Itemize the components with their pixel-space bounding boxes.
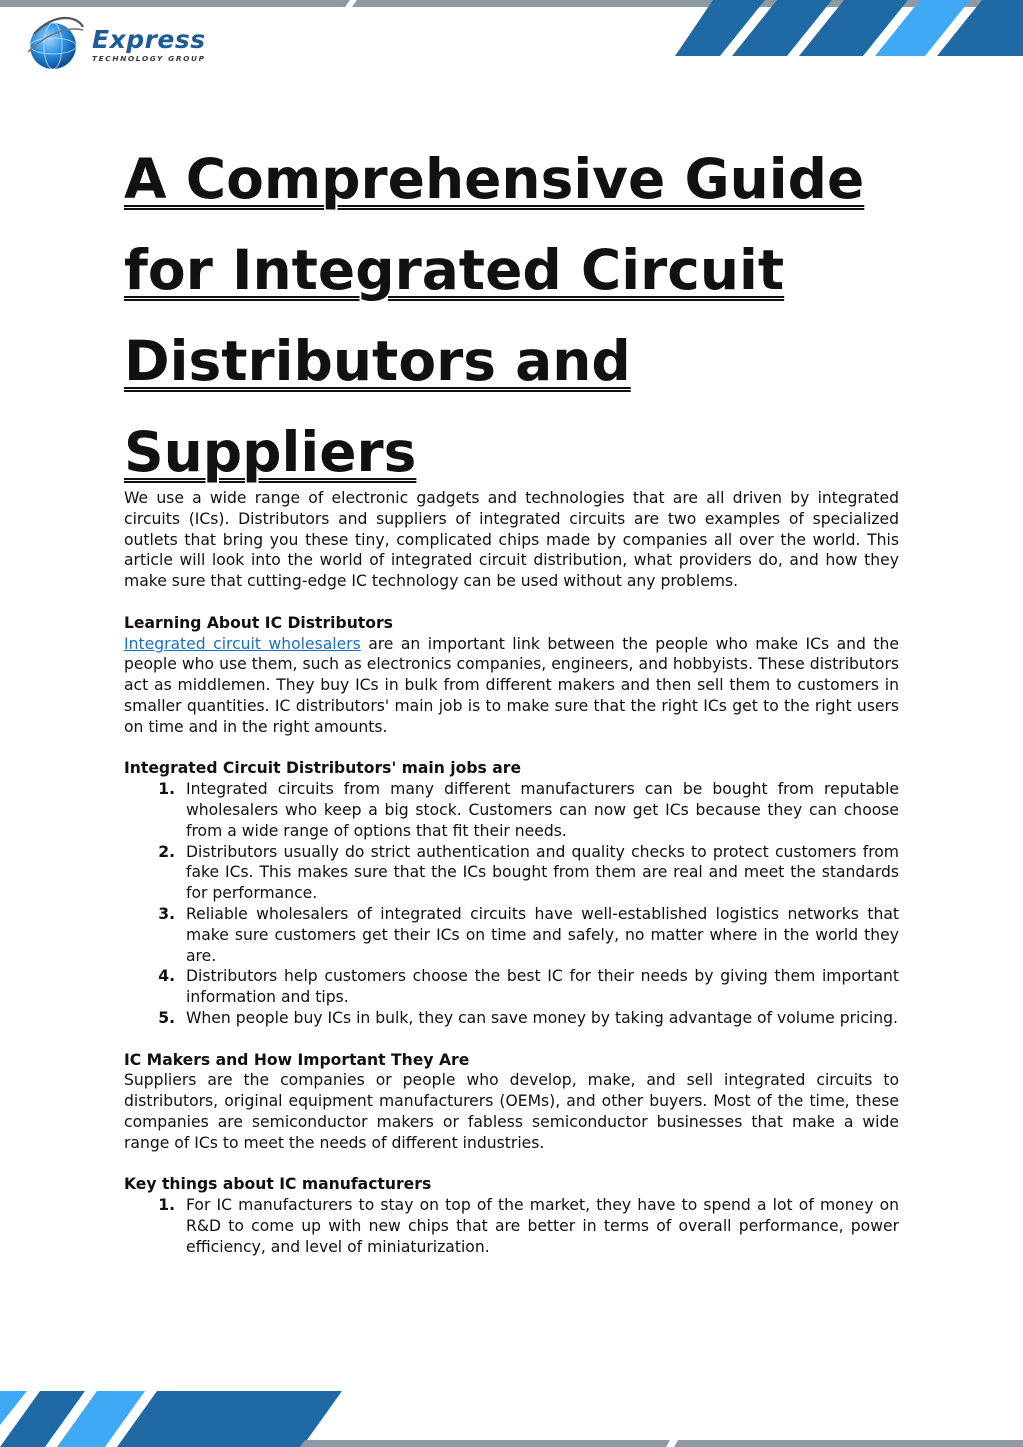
list-item	[124, 1008, 899, 1029]
list-number: 2.	[158, 842, 175, 861]
wholesalers-link[interactable]: Integrated circuit wholesalers	[124, 634, 361, 653]
section-heading-ic-makers: IC Makers and How Important They Are	[124, 1050, 470, 1069]
list-item	[124, 1195, 899, 1257]
list-number: 1.	[158, 780, 175, 799]
list-item-text: Distributors usually do strict authentication and quality checks to protect customers from fake ICs. This makes sure that the ICs bought from them are real and meet the standards for performance.	[186, 842, 899, 903]
intro-paragraph: We use a wide range of electronic gadgets and technologies that are all driven by integrated circuits (ICs). Distributors and suppliers of integrated circuits are two examples of specialized outlets that bring you these tiny, complicated chips made by companies all over the world. This article will look into the world of integrated circuit distribution, what providers do, and how they make sure that cutting-edge IC technology can be used without any problems.	[124, 489, 899, 591]
globe-icon	[26, 12, 86, 76]
section-heading-key-things: Key things about IC manufacturers	[124, 1175, 432, 1194]
list-number: 4.	[158, 967, 175, 986]
main-jobs-list	[124, 779, 899, 1029]
distributors-paragraph-text: are an important link between the people who make ICs and the people who use them, such as electronics companies, engineers, and hobbyists. These distributors act as middlemen. They buy ICs in bulk from different makers and then sell them to customers in smaller quantities. IC distributors' main job is to make sure that the right ICs get to the right users on time and in the right amounts.	[124, 634, 899, 736]
distributors-paragraph	[124, 634, 899, 738]
section-heading-distributors: Learning About IC Distributors	[124, 613, 393, 632]
section-heading-main-jobs: Integrated Circuit Distributors' main jobs are	[124, 759, 522, 778]
key-things-list	[124, 1195, 899, 1257]
logo-wordmark: Express	[92, 25, 206, 54]
list-item-text: Distributors help customers choose the best IC for their needs by giving them important information and tips.	[186, 967, 899, 1007]
article	[124, 134, 899, 1257]
list-item-text: For IC manufacturers to stay on top of the market, they have to spend a lot of money on R&D to come up with new chips that are better in terms of overall performance, power efficiency, and level of miniaturization.	[186, 1196, 899, 1256]
list-item	[124, 842, 899, 904]
page-title: A Comprehensive Guide for Integrated Circuit Distributors and Suppliers	[124, 147, 865, 484]
list-item	[124, 966, 899, 1008]
ic-makers-paragraph: Suppliers are the companies or people who develop, make, and sell integrated circuits to distributors, original equipment manufacturers (OEMs), and other buyers. Most of the time, these companies are semiconductor makers or fabless semiconductor businesses that make a wide range of ICs to meet the needs of different industries.	[124, 1071, 899, 1152]
list-number: 5.	[158, 1008, 175, 1027]
list-item	[124, 904, 899, 966]
list-number: 1.	[158, 1196, 175, 1215]
logo-tagline: TECHNOLOGY GROUP	[92, 54, 206, 63]
list-item	[124, 779, 899, 841]
footer-decoration	[0, 1387, 1023, 1447]
list-number: 3.	[158, 904, 175, 923]
company-logo	[26, 12, 226, 76]
list-item-text: Integrated circuits from many different manufacturers can be bought from reputable wholesalers who keep a big stock. Customers can now get ICs because they can choose from a wide range of options that fit their needs.	[186, 780, 899, 840]
list-item-text: Reliable wholesalers of integrated circuits have well-established logistics networks that make sure customers get their ICs on time and safely, no matter where in the world they are.	[186, 904, 899, 965]
list-item-text: When people buy ICs in bulk, they can save money by taking advantage of volume pricing.	[186, 1008, 899, 1027]
